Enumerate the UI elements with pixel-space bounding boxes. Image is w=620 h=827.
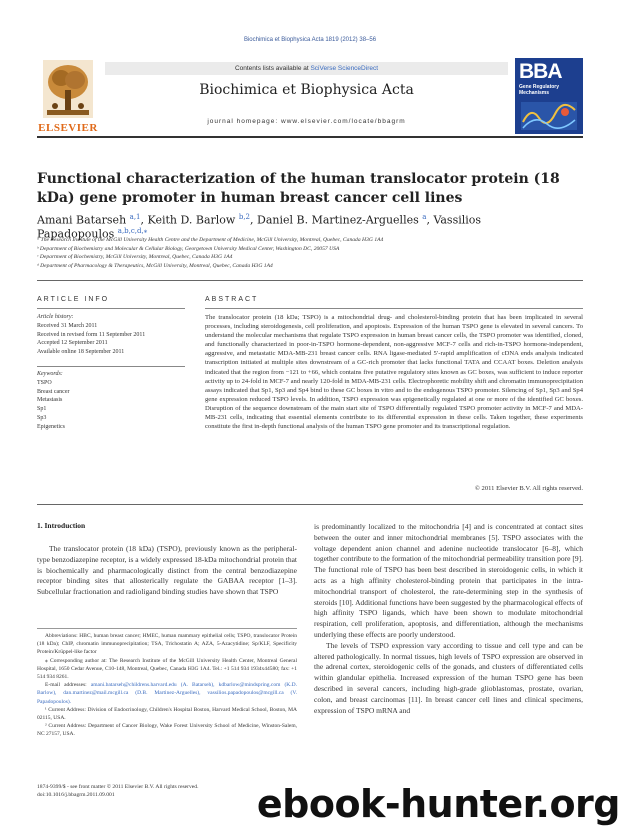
abstract-text: The translocator protein (18 kDa; TSPO) is a mitochondrial drug- and cholesterol-binding protein that has been implicated in several processes, including steroidogenesis, cell proliferation, and apoptosis. Expression of the human TSPO gene is elevated in several cancers. To understand the molecular mechanisms that regulate TSPO expression in human breast cancer cells, the TSPO promoter was identified, cloned, and functionally characterized in poor-in-TSPO hormone-dependent, non-aggressive MCF-7 cells and rich-in-TSPO hormone-independent, aggressive, and metastatic MDA-MB-231 breast cancer cells. RNA ligase-mediated 5′-rapid amplification of cDNA ends analysis indicated transcription initiated at multiple sites downstream of a GC-rich promoter that lacks functional TATA and CCAAT boxes. Deletion analysis indicated that the region from −121 to +66, which contains five putative regulatory sites known as GC boxes, was sufficient to induce reporter activity up to 24-fold in MCF-7 and nearly 120-fold in MDA-MB-231 cells. Electrophoretic mobility shift and chromatin immunoprecipitation assays indicated that Sp1, Sp3 and Sp4 bind to these GC boxes in vitro and to the endogenous TSPO promoter. Silencing of Sp1, Sp3 and Sp4 gene expression reduced TSPO levels. In addition, TSPO expression was epigenetically regulated at one or more of the identified GC boxes. Disruption of the sequence downstream of the main start site of TSPO differentially regulated TSPO promoter activity in MCF-7 and MDA-MB-231 cells, indicating that essential elements contribute to its differential expression in these cells. Taken together, these experiments constitute the first in-depth functional analysis of the human TSPO gene promoter and its transcriptional regulation. [205, 314, 583, 431]
affiliation-item: ᵈ Department of Pharmacology & Therapeutics, McGill University, Montreal, Quebec, Canada H3G 1A4 [37, 262, 273, 269]
introduction-paragraph: The levels of TSPO expression vary according to tissue and cell type and can be altered pathologically. In normal tissues, high levels of TSPO expression are observed in the adrenal cortex, steroidogenic cells of the gonads, and clusters of differentiated cells within glandular epithelia. Increased expression of the human TSPO gene has been described in several cancers, including high-grade glioblastomas, prostate, ovarian, colon, and breast carcinomas [11]. In breast cancer cell lines and clinical specimens, expression of TSPO mRNA and [314, 640, 583, 715]
article-info-heading: ARTICLE INFO [37, 296, 110, 303]
header-divider [37, 136, 583, 138]
keywords-divider [37, 366, 185, 367]
email-footnote [37, 681, 297, 706]
elsevier-tree-icon [43, 60, 93, 118]
journal-cover-image[interactable] [515, 58, 583, 134]
journal-header [37, 58, 583, 138]
affiliation-item: ᵃ The Research Institute of the McGill University Health Centre and the Department of Medicine, McGill University, Montreal, Quebec, Canada H3G 1A4 [37, 237, 384, 243]
sciencedirect-link[interactable]: SciVerse ScienceDirect [310, 65, 379, 72]
keyword-item: TSPO [37, 379, 52, 386]
email-label: E-mail addresses: [45, 682, 91, 689]
author-name[interactable]: Vassilios Papadopoulos [37, 213, 482, 241]
cover-subtitle: Gene Regulatory Mechanisms [519, 84, 560, 96]
doi-link[interactable]: doi:10.1016/j.bbagrm.2011.09.001 [37, 792, 115, 798]
issn-line: 1874-9399/$ - see front matter © 2011 Elsevier B.V. All rights reserved. [37, 784, 199, 790]
history-label: Article history: [37, 314, 74, 320]
elsevier-wordmark: ELSEVIER [38, 122, 98, 134]
email-addresses[interactable]: amani.batarseh@childrens.harvard.edu (A. Batarseh), kdbarlow@mindspring.com (K.D. Barlow), dan.martinez@mail.mcgill.ca (D.B. Martinez-Arguelles), vassilios.papadopoulos@mcgill.ca (V. Papadopoulos). [37, 682, 297, 705]
author-name[interactable]: Keith D. Barlow [147, 213, 236, 227]
elsevier-logo[interactable] [37, 58, 99, 136]
introduction-right-column [314, 522, 583, 716]
affiliation-item: ᶜ Department of Biochemistry, McGill University, Montreal, Quebec, Canada H3G 1A4 [37, 254, 233, 261]
keyword-item: Epigenetics [37, 423, 65, 430]
journal-citation[interactable]: Biochimica et Biophysica Acta 1819 (2012) 38–56 [243, 37, 377, 43]
footnotes [37, 632, 297, 739]
affiliation-item: ᵇ Department of Biochemistry and Molecular & Cellular Biology, Georgetown University Medical Center, Washington DC, 20057 USA [37, 245, 340, 252]
article-info-divider [37, 308, 185, 309]
introduction-paragraph: is predominantly localized to the mitochondria [4] and is concentrated at contact sites between the outer and inner mitochondrial membranes [5]. TSPO associates with the voltage dependent anion channel and adenine nucleotide translocator [6–8], which together contribute to the formation of the mitochondrial permeability transition pore [9]. The functional role of TSPO has been best described in steroidogenic cells, in which it acts as a high affinity cholesterol-binding protein that participates in the intra-mitochondrial transport of cholesterol, the rate-determining step in the synthesis of steroids [10]. Additional functions have been suggested by the pharmacological effects of high affinity TSPO ligands, which have been shown to modulate mitochondrial respiration, cell proliferation, apoptosis, and differentiation, although the mechanisms underlying these effects are poorly understood. [314, 522, 583, 639]
title-divider [37, 280, 583, 281]
author-affiliation-marker[interactable]: a [422, 213, 427, 221]
keyword-item: Sp3 [37, 414, 47, 421]
keyword-item: Breast cancer [37, 388, 70, 395]
cover-title: BBA [519, 60, 562, 83]
current-address-footnote: ¹ Current Address: Division of Endocrinology, Children's Hospital Boston, Harvard Medical School, Boston, MA 02115, USA. [37, 706, 297, 722]
current-address-footnote: ² Current Address: Department of Cancer Biology, Wake Forest University School of Medicine, Winston-Salem, NC 27157, USA. [37, 723, 297, 738]
copyright-notice: © 2011 Elsevier B.V. All rights reserved. [474, 485, 583, 492]
author-affiliation-marker[interactable]: a,1 [129, 213, 141, 221]
introduction-paragraph: The translocator protein (18 kDa) (TSPO), previously known as the peripheral-type benzodiazepine receptor, is a widely expressed 18-kDa mitochondrial protein that is biochemically and pharmacologically distinct from the central benzodiazepine receptor binding sites that allosterically regulate the GABAA receptor [1–3]. Subcellular fractionation and radioligand binding studies have shown that TSPO [37, 544, 297, 597]
history-item: Available online 18 September 2011 [37, 349, 125, 356]
journal-banner [105, 58, 508, 136]
abstract-heading: ABSTRACT [205, 296, 259, 303]
history-item: Received 31 March 2011 [37, 322, 98, 329]
section-heading: 1. Introduction [37, 521, 86, 530]
article-title: Functional characterization of the human translocator protein (18 kDa) gene promoter in human breast cancer cell lines [37, 171, 560, 206]
abstract-bottom-divider [37, 504, 583, 505]
keyword-list [37, 370, 185, 432]
footnote-divider [37, 628, 297, 629]
keywords-label: Keywords: [37, 371, 63, 377]
journal-name: Biochimica et Biophysica Acta [199, 82, 414, 98]
affiliation-list [37, 236, 583, 270]
keyword-item: Metastasis [37, 397, 63, 404]
abstract-divider [205, 308, 583, 309]
keyword-item: Sp1 [37, 406, 47, 413]
history-item: Received in revised form 11 September 2011 [37, 331, 146, 338]
author-affiliation-marker[interactable]: a,b,c,d,⁎ [117, 226, 148, 235]
abbreviations-footnote: Abbreviations: HBC, human breast cancer; HMEC, human mammary epithelial cells; TSPO, translocator Protein (18 kDa); ChIP, chromatin immunoprecipitation; TSA, Trichostatin A; AZA, 5-Azacytidine; Sp/KLF, Specificity Protein/Krüppel-like factor [37, 633, 297, 656]
watermark: ebook-hunter.org [256, 782, 620, 826]
author-affiliation-marker[interactable]: b,2 [238, 213, 251, 221]
contents-prefix: Contents lists available at [234, 65, 311, 72]
author-list: Amani Batarseh $^{a,1}$, Keith D. Barlow $^{b,2}$, Daniel B. Martinez-Arguelles $^a$, Vassilios Papadopoulos $^{a,b,c,d,⁎}$ [37, 213, 482, 241]
article-history [37, 313, 185, 357]
cover-art-icon [521, 102, 577, 130]
journal-homepage-link[interactable]: journal homepage: www.elsevier.com/locate/bbagrm [207, 118, 406, 125]
history-item: Accepted 12 September 2011 [37, 340, 108, 347]
author-name[interactable]: Amani Batarseh [37, 213, 127, 227]
author-name[interactable]: Daniel B. Martinez-Arguelles [257, 213, 419, 227]
corresponding-author-footnote: ⁎ Corresponding author at: The Research Institute of the McGill University Health Center, Montreal General Hospital, 1650 Cedar Avenue, C10-148, Montreal, Quebec, Canada H3G 1A4. Tel.: +1 514 934 1934x44580; fax: +1 514 934 8261. [37, 657, 297, 681]
contents-bar [105, 62, 508, 75]
